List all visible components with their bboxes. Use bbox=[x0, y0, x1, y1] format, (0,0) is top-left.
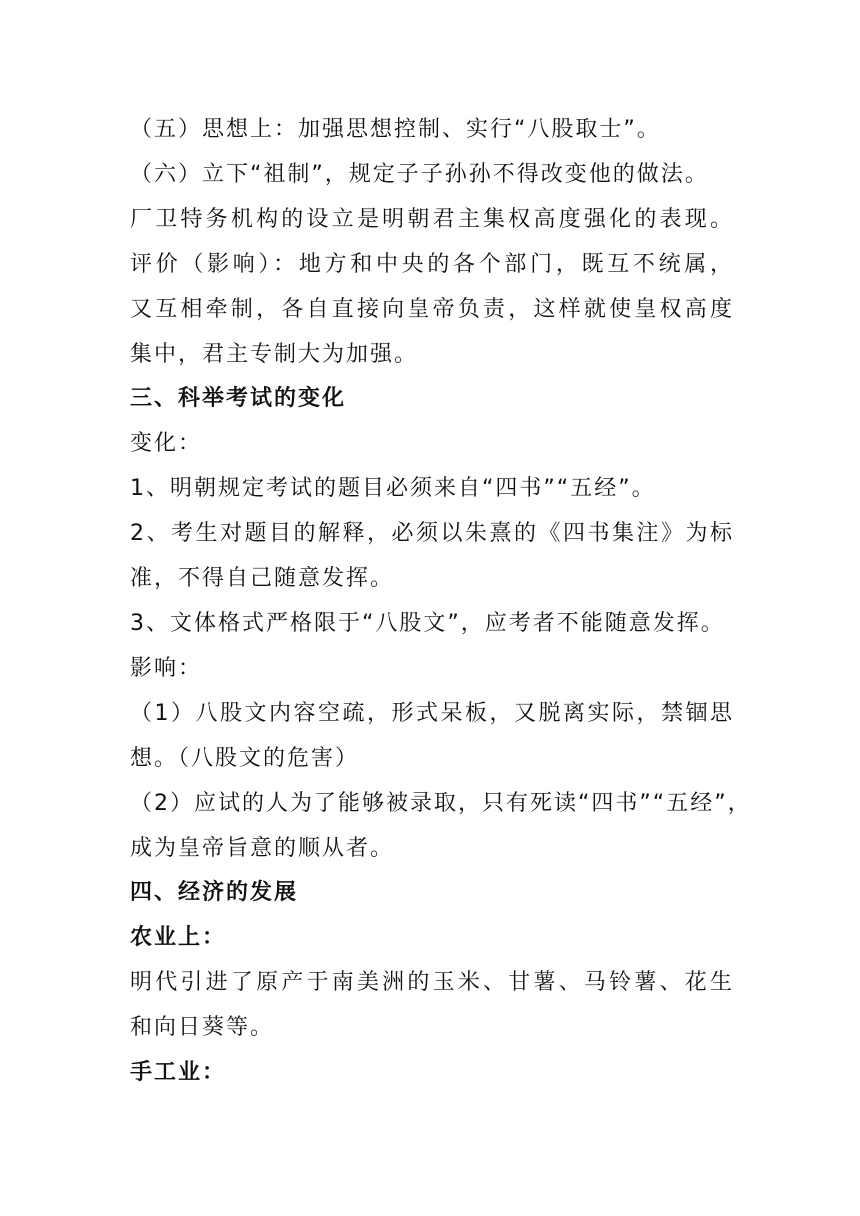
text-line: 1、明朝规定考试的题目必须来自“四书”“五经”。 bbox=[130, 476, 656, 502]
text-line: 集中，君主专制大为加强。 bbox=[130, 341, 419, 367]
text-line: 影响： bbox=[130, 655, 203, 681]
text-line: 准，不得自己随意发挥。 bbox=[130, 566, 395, 592]
text-line: 和向日葵等。 bbox=[130, 1015, 275, 1041]
subsection-heading: 手工业： bbox=[130, 1060, 227, 1086]
text-line: （五）思想上：加强思想控制、实行“八股取士”。 bbox=[130, 117, 661, 142]
text-line: 成为皇帝旨意的顺从者。 bbox=[130, 835, 395, 861]
text-line: （2）应试的人为了能够被录取，只有死读“四书”“五经”， bbox=[130, 790, 752, 816]
text-line: 评价（影响）：地方和中央的各个部门，既互不统属， bbox=[130, 251, 734, 277]
text-line: 明代引进了原产于南美洲的玉米、甘薯、马铃薯、花生 bbox=[130, 970, 734, 996]
document-body bbox=[130, 108, 752, 1096]
text-line: （1）八股文内容空疏，形式呆板，又脱离实际，禁锢思 bbox=[130, 700, 734, 726]
text-line: 厂卫特务机构的设立是明朝君主集权高度强化的表现。 bbox=[130, 206, 734, 232]
text-line: 想。（八股文的危害） bbox=[130, 745, 360, 771]
section-heading: 四、经济的发展 bbox=[130, 880, 299, 906]
section-heading: 三、科举考试的变化 bbox=[130, 386, 347, 412]
text-line: 3、文体格式严格限于“八股文”，应考者不能随意发挥。 bbox=[130, 610, 725, 636]
text-line: 又互相牵制，各自直接向皇帝负责，这样就使皇权高度 bbox=[130, 296, 734, 322]
text-line: 变化： bbox=[130, 431, 203, 457]
text-line: （六）立下“祖制”，规定子子孙孙不得改变他的做法。 bbox=[130, 161, 709, 187]
text-line: 2、考生对题目的解释，必须以朱熹的《四书集注》为标 bbox=[130, 521, 734, 547]
subsection-heading: 农业上： bbox=[130, 925, 227, 951]
